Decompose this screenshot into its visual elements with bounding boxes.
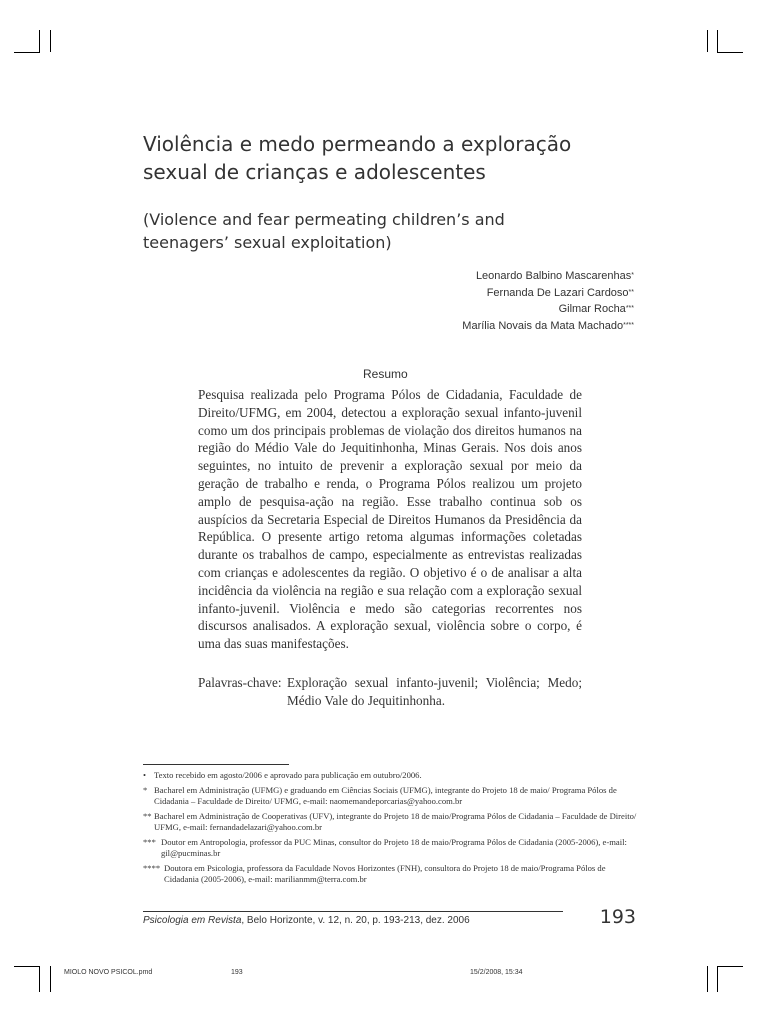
footer-divider [143, 911, 563, 912]
crop-mark [717, 52, 743, 53]
crop-mark [39, 30, 40, 52]
journal-details: , Belo Horizonte, v. 12, n. 20, p. 193-213, dez. 2006 [241, 915, 470, 926]
author-mark: * [631, 272, 634, 279]
crop-mark [707, 966, 708, 992]
footnote-divider [143, 764, 289, 765]
footnote-mark: *** [143, 836, 156, 847]
author-line [462, 268, 634, 285]
footnote [143, 863, 637, 886]
crop-mark [717, 30, 718, 52]
keywords-text: Exploração sexual infanto-juvenil; Violência; Medo; Médio Vale do Jequitinhonha. [287, 675, 582, 708]
crop-mark [50, 966, 51, 992]
author-name: Leonardo Balbino Mascarenhas [475, 270, 632, 282]
footnote [143, 770, 637, 781]
journal-citation [143, 915, 470, 926]
footnote-text: Bacharel em Administração (UFMG) e graduando em Ciências Sociais (UFMG), integrante do Projeto 18 de maio/ Programa Pólos de Cidadania – Faculdade de Direito/ UFMG, e-mail: naomemandeporcarias@yahoo.com.br [154, 784, 617, 807]
crop-mark [717, 966, 718, 992]
article-title: Violência e medo permeando a exploração sexual de crianças e adolescentes [143, 132, 572, 184]
journal-name: Psicologia em Revista [143, 915, 242, 926]
footnotes [143, 770, 637, 889]
author-line [462, 285, 634, 302]
footnote [143, 811, 637, 834]
author-list [462, 268, 634, 334]
crop-mark [39, 966, 40, 992]
author-mark: *** [625, 305, 634, 312]
footnote-text: Doutora em Psicologia, professora da Faculdade Novos Horizontes (FNH), consultora do Projeto 18 de maio/Programa Pólos de Cidadania (2005-2006), e-mail: marilianmm@terra.com.br [164, 863, 606, 885]
keywords-label: Palavras-chave: [198, 675, 282, 690]
author-mark: ** [628, 288, 634, 296]
footnote [143, 785, 637, 808]
crop-mark [707, 30, 708, 52]
slug-page: 193 [231, 969, 243, 976]
article-subtitle: (Violence and fear permeating children’s and teenagers’ sexual exploitation) [143, 210, 505, 252]
author-name: Gilmar Rocha [558, 303, 626, 315]
footnote-mark: • [143, 770, 147, 780]
footnote-mark: * [143, 784, 148, 795]
author-line [462, 301, 634, 318]
author-name: Marília Novais da Mata Machado [462, 319, 624, 332]
footnote-text: Texto recebido em agosto/2006 e aprovado para publicação em outubro/2006. [154, 770, 422, 780]
author-name: Fernanda De Lazari Cardoso [486, 286, 629, 299]
slug-datetime: 15/2/2008, 15:34 [470, 969, 523, 976]
crop-mark [50, 30, 51, 52]
slug-filename: MIOLO NOVO PSICOL.pmd [64, 969, 153, 976]
crop-mark [14, 52, 40, 53]
abstract-heading: Resumo [363, 367, 408, 381]
footnote-text: Doutor em Antropologia, professor da PUC Minas, consultor do Projeto 18 de maio/Programa Pólos de Cidadania (2005-2006), e-mail: gil@pucminas.br [161, 836, 627, 859]
footnote [143, 837, 637, 860]
page-number: 193 [599, 906, 636, 928]
author-mark: **** [623, 321, 634, 329]
footnote-mark: ** [143, 810, 152, 821]
crop-mark [717, 966, 743, 967]
footnote-text: Bacharel em Administração de Cooperativas (UFV), integrante do Projeto 18 de maio/Programa Pólos de Cidadania – Faculdade de Direito/ UFMG, e-mail: fernandadelazari@yahoo.com.br [154, 810, 637, 833]
author-line [462, 318, 634, 335]
abstract-body: Pesquisa realizada pelo Programa Pólos de Cidadania, Faculdade de Direito/UFMG, em 2004, detectou a exploração sexual infanto-juvenil como um dos principais problemas de violação dos direitos humanos na região do Médio Vale do Jequitinhonha, Minas Gerais. Nos dois anos seguintes, no intuito de prevenir a exploração sexual por meio da geração de trabalho e renda, o Programa Pólos realizou um projeto amplo de pesquisa-ação na região. Esse trabalho continua sob os auspícios da Secretaria Especial de Direitos Humanos da Presidência da República. O presente artigo retoma algumas informações coletadas durante os trabalhos de campo, especialmente as entrevistas realizadas com crianças e adolescentes da região. O objetivo é o de analisar a alta incidência da violência na região e sua relação com a exploração sexual infanto-juvenil. Violência e medo são categorias recorrentes nos discursos analisados. A exploração sexual, violência sobre o corpo, é uma das suas manifestações. [198, 387, 582, 652]
footnote-mark: **** [143, 863, 161, 874]
crop-mark [14, 966, 40, 967]
